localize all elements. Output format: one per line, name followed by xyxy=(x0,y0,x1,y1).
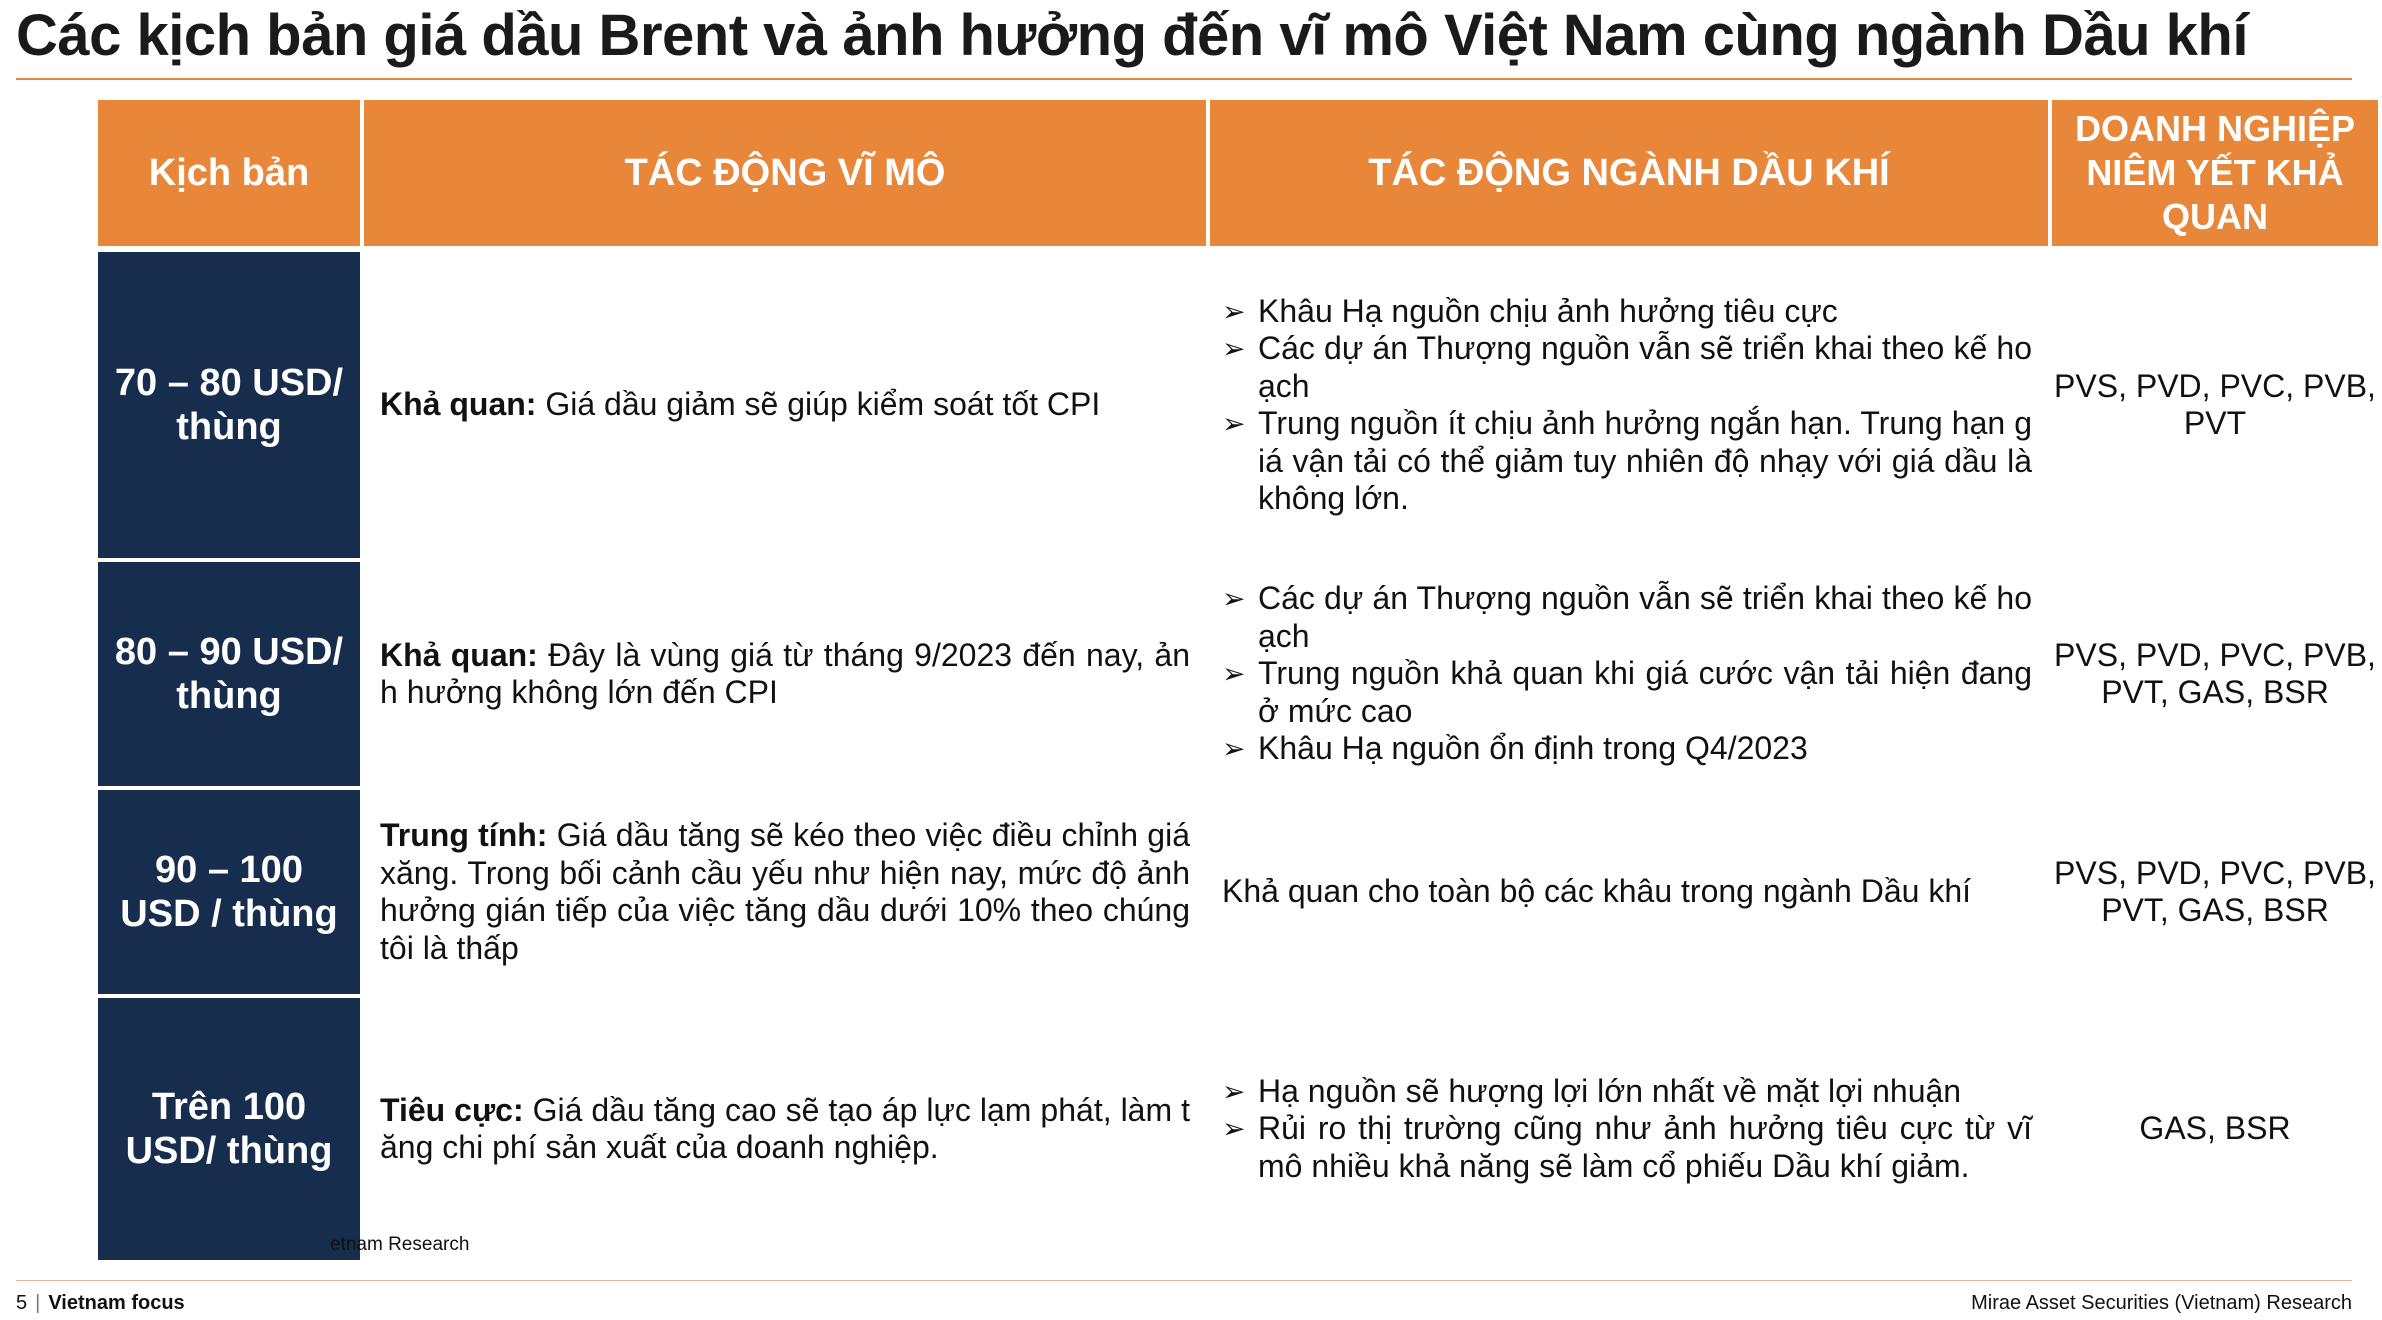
section-name: Vietnam focus xyxy=(48,1292,185,1314)
macro-label: Trung tính: xyxy=(380,817,548,853)
footer-left xyxy=(16,1292,185,1315)
oilgas-bullet: ➢ Các dự án Thượng nguồn vẫn sẽ triển khai theo kế hoạch xyxy=(1222,580,2032,655)
page-number: 5 xyxy=(16,1292,28,1314)
header-companies-line1: DOANH NGHIỆP xyxy=(2074,108,2356,149)
oilgas-bullet: ➢ Các dự án Thượng nguồn vẫn sẽ triển khai theo kế hoạch xyxy=(1222,330,2032,405)
header-macro xyxy=(364,100,1206,246)
scenario-cell: Trên 100 USD/ thùng xyxy=(98,998,360,1260)
companies-cell xyxy=(2052,252,2378,558)
footer-divider xyxy=(16,1280,2352,1281)
macro-text: Đây là vùng giá từ tháng 9/2023 đến nay, ảnh hưởng không lớn đến CPI xyxy=(380,636,1191,710)
oilgas-text: Khả quan cho toàn bộ các khâu trong ngành Dầu khí xyxy=(1222,873,1971,910)
macro-cell xyxy=(380,998,1190,1260)
companies-cell xyxy=(2052,998,2378,1260)
companies-cell xyxy=(2052,562,2378,786)
macro-cell xyxy=(380,790,1190,994)
header-companies-line2: NIÊM YẾT KHẢ xyxy=(2086,152,2344,193)
companies-text: PVS, PVD, PVC, PVB, PVT, GAS, BSR xyxy=(2054,636,2376,710)
oilgas-cell xyxy=(1222,252,2032,558)
macro-label: Tiêu cực: xyxy=(380,1091,524,1128)
source-note: etnam Research xyxy=(330,1234,470,1255)
scenario-cell: 70 – 80 USD/ thùng xyxy=(98,252,360,558)
oilgas-cell xyxy=(1222,562,2032,786)
footer-separator: | xyxy=(35,1292,41,1314)
oilgas-cell xyxy=(1222,998,2032,1260)
header-oilgas-label: TÁC ĐỘNG NGÀNH DẦU KHÍ xyxy=(1368,151,1890,194)
footer-publisher: Mirae Asset Securities (Vietnam) Research xyxy=(1971,1292,2352,1314)
header-scenario xyxy=(98,100,360,246)
oilgas-bullet: ➢ Trung nguồn ít chịu ảnh hưởng ngắn hạn. Trung hạn giá vận tải có thể giảm tuy nhiên độ nhạy với giá dầu là không lớn. xyxy=(1222,405,2032,518)
macro-cell xyxy=(380,252,1190,558)
oilgas-bullet: ➢ Trung nguồn khả quan khi giá cước vận tải hiện đang ở mức cao xyxy=(1222,655,2032,730)
macro-text: Giá dầu giảm sẽ giúp kiểm soát tốt CPI xyxy=(536,386,1101,423)
oilgas-bullet: ➢ Khâu Hạ nguồn chịu ảnh hưởng tiêu cực xyxy=(1222,293,2032,331)
companies-cell xyxy=(2052,790,2378,994)
companies-text: GAS, BSR xyxy=(2139,1110,2291,1147)
header-macro-label: TÁC ĐỘNG VĨ MÔ xyxy=(624,151,946,194)
oilgas-bullet: ➢ Hạ nguồn sẽ hượng lợi lớn nhất về mặt lợi nhuận xyxy=(1222,1073,2032,1111)
scenario-cell: 80 – 90 USD/ thùng xyxy=(98,562,360,786)
oilgas-cell xyxy=(1222,790,2032,994)
companies-text: PVS, PVD, PVC, PVB, PVT xyxy=(2054,367,2376,441)
page-title: Các kịch bản giá dầu Brent và ảnh hưởng đến vĩ mô Việt Nam cùng ngành Dầu khí xyxy=(16,3,2248,68)
header-scenario-label: Kịch bản xyxy=(148,151,310,194)
header-oilgas xyxy=(1210,100,2048,246)
scenario-cell: 90 – 100 USD / thùng xyxy=(98,790,360,994)
macro-text: Giá dầu tăng cao sẽ tạo áp lực lạm phát, làm tăng chi phí sản xuất của doanh nghiệp. xyxy=(380,1091,1191,1165)
oilgas-bullet: ➢ Khâu Hạ nguồn ổn định trong Q4/2023 xyxy=(1222,730,2032,768)
macro-label: Khả quan: xyxy=(380,636,538,673)
macro-text: Giá dầu tăng sẽ kéo theo việc điều chỉnh giá xăng. Trong bối cảnh cầu yếu như hiện nay, mức độ ảnh hưởng gián tiếp của việc tăng dầu dưới 10% theo chúng tôi là thấp xyxy=(380,817,1191,966)
header-companies-line3: QUAN xyxy=(2162,196,2268,237)
title-divider xyxy=(16,78,2352,80)
macro-label: Khả quan: xyxy=(380,386,537,423)
header-companies xyxy=(2052,100,2378,246)
companies-text: PVS, PVD, PVC, PVB, PVT, GAS, BSR xyxy=(2054,854,2376,928)
oilgas-bullet: ➢ Rủi ro thị trường cũng như ảnh hưởng tiêu cực từ vĩ mô nhiều khả năng sẽ làm cổ phiếu Dầu khí giảm. xyxy=(1222,1110,2032,1185)
macro-cell xyxy=(380,562,1190,786)
